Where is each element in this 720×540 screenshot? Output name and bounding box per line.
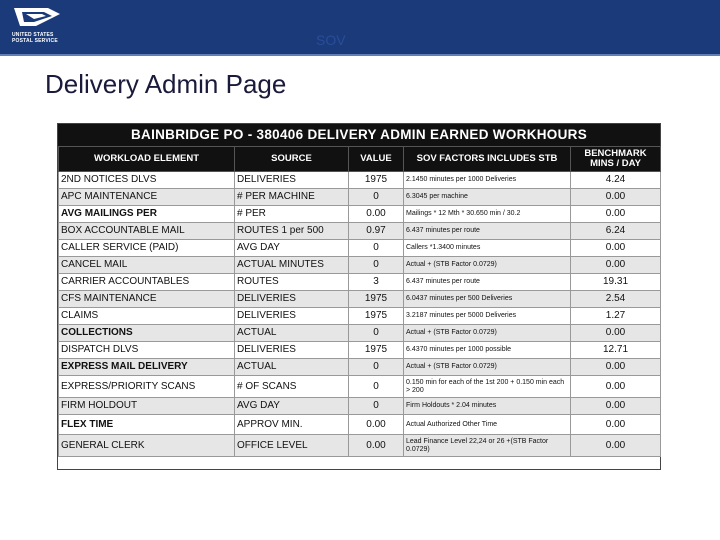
- value-cell: 0: [349, 189, 404, 206]
- sov-factor-cell: 6.437 minutes per route: [404, 274, 571, 291]
- benchmark-cell: 0.00: [571, 415, 661, 435]
- value-cell: 0.00: [349, 415, 404, 435]
- page-title: Delivery Admin Page: [45, 69, 287, 99]
- source-cell: ACTUAL: [235, 325, 349, 342]
- workload-element-cell: APC MAINTENANCE: [59, 189, 235, 206]
- sov-factor-cell: 0.150 min for each of the 1st 200 + 0.150 min each > 200: [404, 376, 571, 398]
- benchmark-cell: 19.31: [571, 274, 661, 291]
- table-row: [59, 291, 661, 308]
- workload-element-cell: EXPRESS/PRIORITY SCANS: [59, 376, 235, 398]
- table-row: [59, 308, 661, 325]
- table-body: [59, 172, 661, 457]
- sov-factor-cell: 6.0437 minutes per 500 Deliveries: [404, 291, 571, 308]
- source-cell: DELIVERIES: [235, 291, 349, 308]
- value-cell: 0.00: [349, 206, 404, 223]
- value-cell: 0: [349, 257, 404, 274]
- table-row: [59, 240, 661, 257]
- source-cell: # PER MACHINE: [235, 189, 349, 206]
- sov-factor-cell: Mailings * 12 Mth * 30.650 min / 30.2: [404, 206, 571, 223]
- source-cell: OFFICE LEVEL: [235, 435, 349, 457]
- sov-factor-cell: Firm Holdouts * 2.04 minutes: [404, 398, 571, 415]
- value-cell: 0: [349, 325, 404, 342]
- source-cell: AVG DAY: [235, 240, 349, 257]
- sov-factor-cell: Actual Authorized Other Time: [404, 415, 571, 435]
- benchmark-cell: 4.24: [571, 172, 661, 189]
- value-cell: 1975: [349, 172, 404, 189]
- sov-factor-cell: Actual + (STB Factor 0.0729): [404, 257, 571, 274]
- table-row: [59, 172, 661, 189]
- benchmark-cell: 0.00: [571, 376, 661, 398]
- source-cell: AVG DAY: [235, 398, 349, 415]
- benchmark-cell: 0.00: [571, 240, 661, 257]
- value-cell: 0.97: [349, 223, 404, 240]
- workload-element-cell: FIRM HOLDOUT: [59, 398, 235, 415]
- table-row: [59, 342, 661, 359]
- workload-element-cell: CARRIER ACCOUNTABLES: [59, 274, 235, 291]
- table-row: [59, 274, 661, 291]
- workload-element-cell: BOX ACCOUNTABLE MAIL: [59, 223, 235, 240]
- workhours-table-image: [57, 123, 661, 470]
- sov-factor-cell: Actual + (STB Factor 0.0729): [404, 359, 571, 376]
- column-header: VALUE: [349, 147, 404, 172]
- benchmark-cell: 0.00: [571, 325, 661, 342]
- workhours-table: [58, 146, 661, 457]
- sov-factor-cell: Actual + (STB Factor 0.0729): [404, 325, 571, 342]
- sov-factor-cell: Lead Finance Level 22,24 or 26 +(STB Factor 0.0729): [404, 435, 571, 457]
- workload-element-cell: DISPATCH DLVS: [59, 342, 235, 359]
- value-cell: 0: [349, 240, 404, 257]
- sov-factor-cell: 3.2187 minutes per 5000 Deliveries: [404, 308, 571, 325]
- source-cell: DELIVERIES: [235, 342, 349, 359]
- column-header: SOURCE: [235, 147, 349, 172]
- workload-element-cell: CFS MAINTENANCE: [59, 291, 235, 308]
- table-row: [59, 325, 661, 342]
- table-header-row: [59, 147, 661, 172]
- benchmark-cell: 0.00: [571, 435, 661, 457]
- value-cell: 0: [349, 376, 404, 398]
- value-cell: 1975: [349, 308, 404, 325]
- table-row: [59, 223, 661, 240]
- benchmark-cell: 0.00: [571, 257, 661, 274]
- benchmark-cell: 0.00: [571, 189, 661, 206]
- benchmark-cell: 2.54: [571, 291, 661, 308]
- benchmark-cell: 12.71: [571, 342, 661, 359]
- table-title: BAINBRIDGE PO - 380406 DELIVERY ADMIN EARNED WORKHOURS: [58, 124, 660, 146]
- source-cell: # PER: [235, 206, 349, 223]
- workload-element-cell: FLEX TIME: [59, 415, 235, 435]
- value-cell: 1975: [349, 291, 404, 308]
- sov-factor-cell: 6.437 minutes per route: [404, 223, 571, 240]
- value-cell: 1975: [349, 342, 404, 359]
- source-cell: ROUTES 1 per 500: [235, 223, 349, 240]
- table-row: [59, 415, 661, 435]
- benchmark-cell: 6.24: [571, 223, 661, 240]
- table-row: [59, 189, 661, 206]
- header-bar: [0, 0, 720, 56]
- source-cell: ACTUAL MINUTES: [235, 257, 349, 274]
- benchmark-cell: 0.00: [571, 206, 661, 223]
- sov-factor-cell: 6.4370 minutes per 1000 possible: [404, 342, 571, 359]
- workload-element-cell: GENERAL CLERK: [59, 435, 235, 457]
- table-row: [59, 435, 661, 457]
- source-cell: ROUTES: [235, 274, 349, 291]
- workload-element-cell: AVG MAILINGS PER: [59, 206, 235, 223]
- benchmark-cell: 0.00: [571, 398, 661, 415]
- source-cell: # OF SCANS: [235, 376, 349, 398]
- workload-element-cell: 2ND NOTICES DLVS: [59, 172, 235, 189]
- column-header: WORKLOAD ELEMENT: [59, 147, 235, 172]
- source-cell: APPROV MIN.: [235, 415, 349, 435]
- table-row: [59, 206, 661, 223]
- source-cell: DELIVERIES: [235, 172, 349, 189]
- value-cell: 0: [349, 359, 404, 376]
- workload-element-cell: CANCEL MAIL: [59, 257, 235, 274]
- benchmark-cell: 0.00: [571, 359, 661, 376]
- table-row: [59, 359, 661, 376]
- sov-factor-cell: 2.1450 minutes per 1000 Deliveries: [404, 172, 571, 189]
- benchmark-cell: 1.27: [571, 308, 661, 325]
- sov-factor-cell: Callers *1.3400 minutes: [404, 240, 571, 257]
- workload-element-cell: COLLECTIONS: [59, 325, 235, 342]
- column-header: BENCHMARK MINS / DAY: [571, 147, 661, 172]
- header-divider: [0, 54, 720, 56]
- value-cell: 3: [349, 274, 404, 291]
- value-cell: 0.00: [349, 435, 404, 457]
- sov-factor-cell: 6.3045 per machine: [404, 189, 571, 206]
- logo-text: UNITED STATES POSTAL SERVICE: [12, 32, 58, 44]
- table-row: [59, 376, 661, 398]
- header-tag: SOV: [316, 32, 346, 48]
- column-header: SOV FACTORS INCLUDES STB: [404, 147, 571, 172]
- workload-element-cell: EXPRESS MAIL DELIVERY: [59, 359, 235, 376]
- workload-element-cell: CLAIMS: [59, 308, 235, 325]
- table-row: [59, 398, 661, 415]
- workload-element-cell: CALLER SERVICE (PAID): [59, 240, 235, 257]
- source-cell: ACTUAL: [235, 359, 349, 376]
- source-cell: DELIVERIES: [235, 308, 349, 325]
- value-cell: 0: [349, 398, 404, 415]
- table-row: [59, 257, 661, 274]
